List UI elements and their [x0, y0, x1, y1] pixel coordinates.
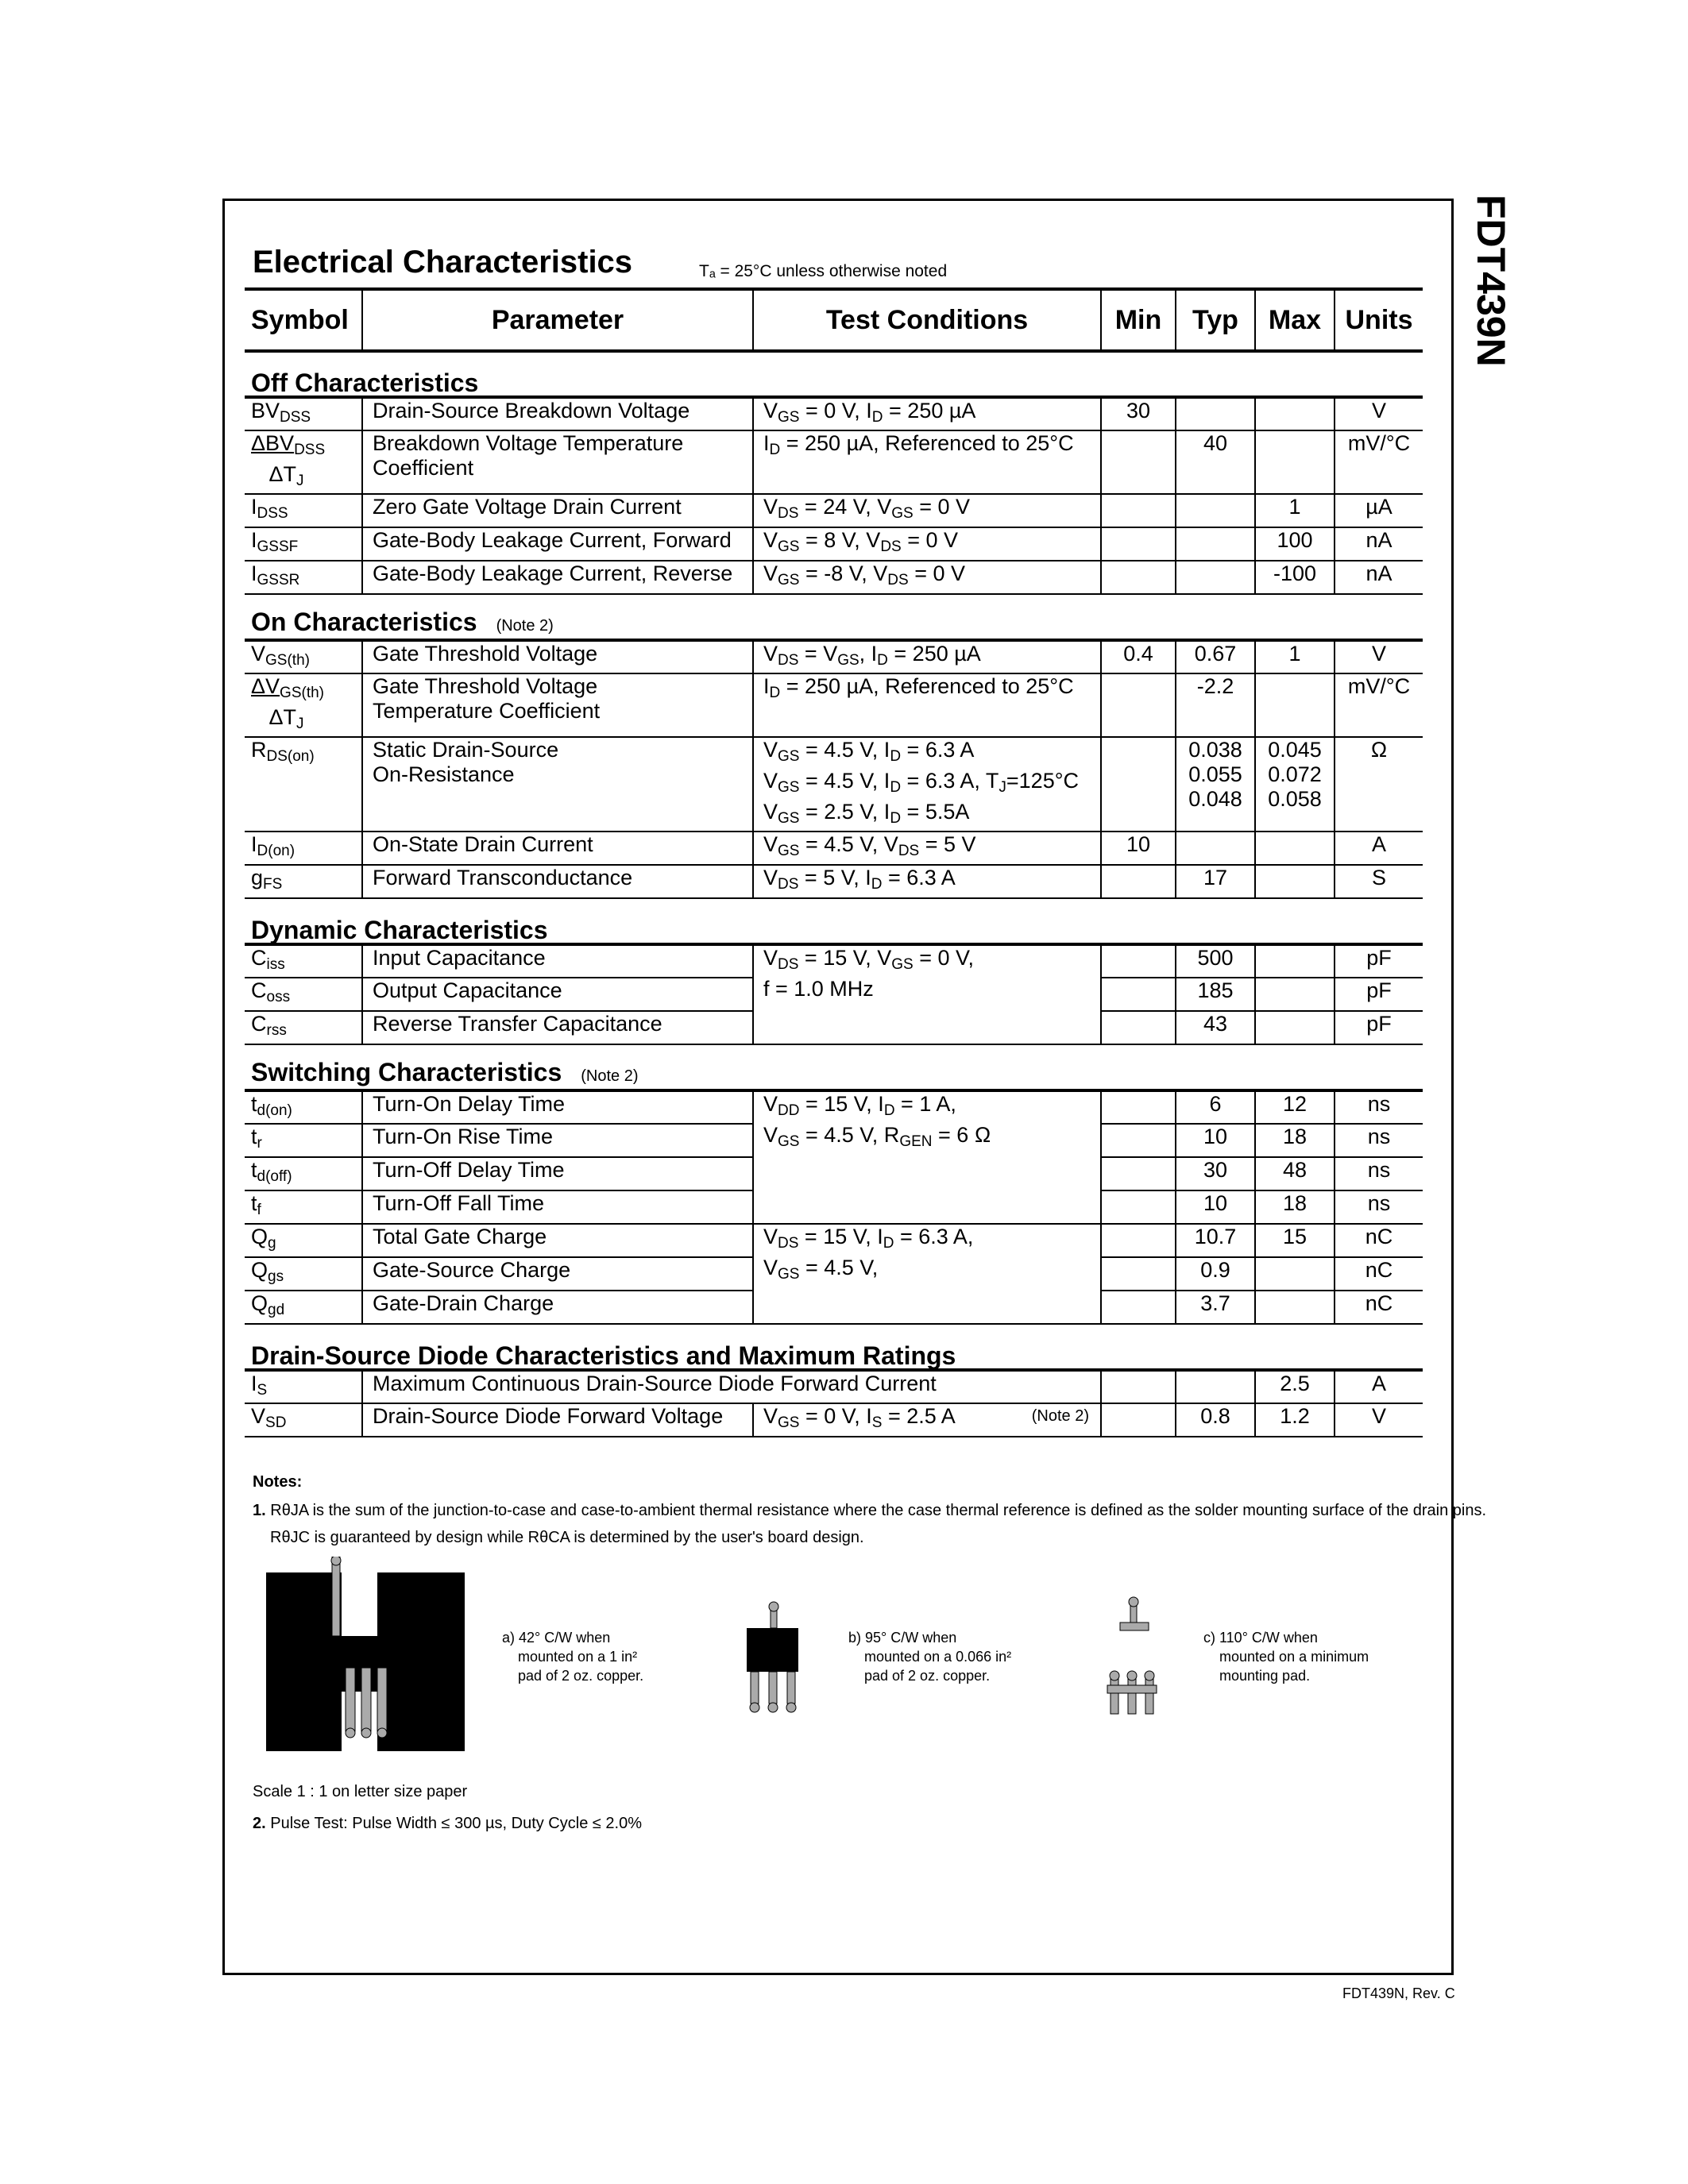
- parameter-cell: Reverse Transfer Capacitance: [362, 1011, 753, 1044]
- electrical-characteristics-table: [245, 287, 1423, 1437]
- side-title: FDT439N: [1469, 195, 1513, 367]
- symbol-cell: $Q_{gd}$: [245, 1291, 362, 1324]
- max-cell: [1255, 832, 1335, 865]
- units-cell: ns: [1335, 1124, 1423, 1157]
- max-cell: [1255, 1011, 1335, 1044]
- parameter-cell: Total Gate Charge: [362, 1224, 753, 1257]
- symbol-cell: $I_{GSSR}$: [245, 561, 362, 594]
- footer-revision: FDT439N, Rev. C: [1342, 1985, 1455, 2001]
- test-conditions-cell: $V_{GS} = 0$ V, $I_S = 2.5$ A (Note 2): [753, 1403, 1101, 1437]
- parameter-cell: Gate-Body Leakage Current, Reverse: [362, 561, 753, 594]
- parameter-cell: Input Capacitance: [362, 944, 753, 978]
- parameter-cell: Static Drain-Source On-Resistance: [362, 737, 753, 832]
- note-2: 2. Pulse Test: Pulse Width ≤ 300 µs, Duty Cycle ≤ 2.0%: [253, 1815, 642, 1832]
- symbol-cell: $Q_{gs}$: [245, 1257, 362, 1291]
- min-cell: 0.4: [1101, 640, 1176, 673]
- column-header: Symbol: [245, 289, 362, 351]
- symbol-cell: $t_{d(off)}$: [245, 1157, 362, 1190]
- spec-row-bvdss: [245, 397, 1423, 430]
- section-title: On Characteristics (Note 2): [245, 594, 1423, 640]
- test-conditions-cell: $V_{DD} = 15$ V, $I_D = 1$ A, $V_{GS} = 4.5$ V, $R_{GEN} = 6$ Ω: [753, 1090, 1101, 1224]
- symbol-cell: $I_{DSS}$: [245, 494, 362, 527]
- units-cell: mV/°C: [1335, 673, 1423, 737]
- units-cell: mV/°C: [1335, 430, 1423, 494]
- section-header: [245, 898, 1423, 944]
- test-conditions-cell: $V_{DS} = 15$ V, $V_{GS} = 0$ V, f = 1.0 MHz: [753, 944, 1101, 1044]
- parameter-cell: Drain-Source Diode Forward Voltage: [362, 1403, 753, 1437]
- test-conditions-cell: $I_D = 250$ µA, Referenced to 25°C: [753, 430, 1101, 494]
- spec-row-rdson: [245, 737, 1423, 832]
- units-cell: nA: [1335, 527, 1423, 561]
- max-cell: 12: [1255, 1090, 1335, 1124]
- parameter-cell: Gate-Drain Charge: [362, 1291, 753, 1324]
- section-header: [245, 594, 1423, 640]
- min-cell: [1101, 1124, 1176, 1157]
- notes-heading: Notes:: [253, 1473, 303, 1491]
- min-cell: [1101, 737, 1176, 832]
- units-cell: V: [1335, 640, 1423, 673]
- symbol-cell: $t_{d(on)}$: [245, 1090, 362, 1124]
- min-cell: [1101, 673, 1176, 737]
- symbol-cell: $\Delta V_{GS(th)}$ $\Delta T_J$: [245, 673, 362, 737]
- typ-cell: -2.2: [1176, 673, 1255, 737]
- parameter-cell: Breakdown Voltage Temperature Coefficient: [362, 430, 753, 494]
- spec-row-qg: [245, 1224, 1423, 1257]
- spec-row-ciss: [245, 944, 1423, 978]
- min-cell: [1101, 978, 1176, 1011]
- units-cell: ns: [1335, 1157, 1423, 1190]
- section-title: Drain-Source Diode Characteristics and Maximum Ratings: [245, 1324, 1423, 1370]
- max-cell: 1: [1255, 494, 1335, 527]
- spec-row-vsd: [245, 1403, 1423, 1437]
- test-conditions-cell: $V_{GS} = 8$ V, $V_{DS} = 0$ V: [753, 527, 1101, 561]
- column-header: Min: [1101, 289, 1176, 351]
- test-conditions-cell: $V_{GS} = 0$ V, $I_D = 250$ µA: [753, 397, 1101, 430]
- symbol-cell: $g_{FS}$: [245, 865, 362, 898]
- max-cell: [1255, 430, 1335, 494]
- symbol-cell: $V_{GS(th)}$: [245, 640, 362, 673]
- max-cell: 18: [1255, 1190, 1335, 1224]
- min-cell: [1101, 494, 1176, 527]
- figure-b-label: b) 95° C/W when mounted on a 0.066 in² pad of 2 oz. copper.: [848, 1630, 1012, 1684]
- max-cell: [1255, 1257, 1335, 1291]
- spec-row-tdon: [245, 1090, 1423, 1124]
- min-cell: [1101, 865, 1176, 898]
- units-cell: A: [1335, 1370, 1423, 1403]
- symbol-cell: $I_S$: [245, 1370, 362, 1403]
- typ-cell: [1176, 832, 1255, 865]
- section-header: [245, 1324, 1423, 1370]
- typ-cell: 10: [1176, 1124, 1255, 1157]
- typ-cell: 6: [1176, 1090, 1255, 1124]
- section-title: Electrical Characteristics: [253, 245, 633, 280]
- max-cell: 2.5: [1255, 1370, 1335, 1403]
- parameter-cell: Gate Threshold Voltage Temperature Coefficient: [362, 673, 753, 737]
- max-cell: 18: [1255, 1124, 1335, 1157]
- min-cell: [1101, 1291, 1176, 1324]
- typ-cell: 185: [1176, 978, 1255, 1011]
- symbol-cell: $V_{SD}$: [245, 1403, 362, 1437]
- min-cell: 10: [1101, 832, 1176, 865]
- units-cell: Ω: [1335, 737, 1423, 832]
- symbol-cell: $t_r$: [245, 1124, 362, 1157]
- units-cell: pF: [1335, 978, 1423, 1011]
- units-cell: A: [1335, 832, 1423, 865]
- units-cell: ns: [1335, 1190, 1423, 1224]
- parameter-cell: Gate Threshold Voltage: [362, 640, 753, 673]
- note-1: 1. RθJA is the sum of the junction-to-case and case-to-ambient thermal resistance where the case thermal reference is defined as the solder mounting surface of the drain pins.: [253, 1502, 1487, 1519]
- typ-cell: 10: [1176, 1190, 1255, 1224]
- min-cell: 30: [1101, 397, 1176, 430]
- typ-cell: 30: [1176, 1157, 1255, 1190]
- min-cell: [1101, 561, 1176, 594]
- max-cell: [1255, 397, 1335, 430]
- note-1-cont: RθJC is guaranteed by design while RθCA is determined by the user's board design.: [270, 1529, 864, 1546]
- min-cell: [1101, 1011, 1176, 1044]
- units-cell: nC: [1335, 1257, 1423, 1291]
- spec-row-dvgs: [245, 673, 1423, 737]
- test-conditions-cell: $V_{DS} = V_{GS}$, $I_D = 250$ µA: [753, 640, 1101, 673]
- parameter-cell: Drain-Source Breakdown Voltage: [362, 397, 753, 430]
- units-cell: pF: [1335, 1011, 1423, 1044]
- units-cell: µA: [1335, 494, 1423, 527]
- parameter-cell: Turn-On Rise Time: [362, 1124, 753, 1157]
- spec-row-igssr: [245, 561, 1423, 594]
- min-cell: [1101, 1370, 1176, 1403]
- symbol-cell: $C_{iss}$: [245, 944, 362, 978]
- max-cell: [1255, 673, 1335, 737]
- units-cell: pF: [1335, 944, 1423, 978]
- min-cell: [1101, 1257, 1176, 1291]
- max-cell: 1.2: [1255, 1403, 1335, 1437]
- figure-c-label: c) 110° C/W when mounted on a minimum mounting pad.: [1203, 1630, 1369, 1684]
- spec-row-idss: [245, 494, 1423, 527]
- units-cell: V: [1335, 1403, 1423, 1437]
- section-title: Switching Characteristics (Note 2): [245, 1044, 1423, 1090]
- units-cell: nC: [1335, 1224, 1423, 1257]
- test-conditions-cell: $V_{GS} = 4.5$ V, $V_{DS} = 5$ V: [753, 832, 1101, 865]
- symbol-cell: $C_{oss}$: [245, 978, 362, 1011]
- typ-cell: 0.67: [1176, 640, 1255, 673]
- symbol-cell: $I_{GSSF}$: [245, 527, 362, 561]
- spec-row-gfs: [245, 865, 1423, 898]
- parameter-cell: Maximum Continuous Drain-Source Diode Forward Current: [362, 1370, 1101, 1403]
- min-cell: [1101, 430, 1176, 494]
- min-cell: [1101, 1224, 1176, 1257]
- spec-row-igssf: [245, 527, 1423, 561]
- spec-row-is: [245, 1370, 1423, 1403]
- min-cell: [1101, 527, 1176, 561]
- footprint-minimum-pad: [1104, 1596, 1168, 1723]
- section-title: Off Characteristics: [245, 351, 1423, 397]
- max-cell: [1255, 944, 1335, 978]
- figure-a-label: a) 42° C/W when mounted on a 1 in² pad of 2 oz. copper.: [502, 1630, 644, 1684]
- parameter-cell: Zero Gate Voltage Drain Current: [362, 494, 753, 527]
- typ-cell: 0.9: [1176, 1257, 1255, 1291]
- symbol-cell: $R_{DS(on)}$: [245, 737, 362, 832]
- column-header: Max: [1255, 289, 1335, 351]
- parameter-cell: Output Capacitance: [362, 978, 753, 1011]
- max-cell: 1: [1255, 640, 1335, 673]
- typ-cell: 10.7: [1176, 1224, 1255, 1257]
- typ-cell: [1176, 527, 1255, 561]
- parameter-cell: On-State Drain Current: [362, 832, 753, 865]
- symbol-cell: $BV_{DSS}$: [245, 397, 362, 430]
- parameter-cell: Forward Transconductance: [362, 865, 753, 898]
- section-header: [245, 1044, 1423, 1090]
- min-cell: [1101, 944, 1176, 978]
- typ-cell: 0.038 0.055 0.048: [1176, 737, 1255, 832]
- symbol-cell: $Q_g$: [245, 1224, 362, 1257]
- min-cell: [1101, 1157, 1176, 1190]
- parameter-cell: Turn-Off Fall Time: [362, 1190, 753, 1224]
- symbol-cell: $C_{rss}$: [245, 1011, 362, 1044]
- section-header: [245, 351, 1423, 397]
- max-cell: -100: [1255, 561, 1335, 594]
- column-header: Test Conditions: [753, 289, 1101, 351]
- test-conditions-cell: $V_{DS} = 5$ V, $I_D = 6.3$ A: [753, 865, 1101, 898]
- spec-row-dbv: [245, 430, 1423, 494]
- max-cell: [1255, 865, 1335, 898]
- parameter-cell: Gate-Body Leakage Current, Forward: [362, 527, 753, 561]
- column-header: Typ: [1176, 289, 1255, 351]
- test-conditions-cell: $V_{GS} = -8$ V, $V_{DS} = 0$ V: [753, 561, 1101, 594]
- typ-cell: [1176, 561, 1255, 594]
- max-cell: 0.045 0.072 0.058: [1255, 737, 1335, 832]
- typ-cell: [1176, 397, 1255, 430]
- typ-cell: 43: [1176, 1011, 1255, 1044]
- typ-cell: 17: [1176, 865, 1255, 898]
- test-conditions-cell: $V_{DS} = 15$ V, $I_D = 6.3$ A, $V_{GS} = 4.5$ V,: [753, 1224, 1101, 1324]
- typ-cell: [1176, 1370, 1255, 1403]
- typ-cell: 0.8: [1176, 1403, 1255, 1437]
- column-header: Parameter: [362, 289, 753, 351]
- max-cell: [1255, 978, 1335, 1011]
- max-cell: 100: [1255, 527, 1335, 561]
- typ-cell: [1176, 494, 1255, 527]
- parameter-cell: Turn-On Delay Time: [362, 1090, 753, 1124]
- header-note: Tₐ = 25°C unless otherwise noted: [699, 262, 948, 280]
- units-cell: V: [1335, 397, 1423, 430]
- spec-row-vgsth: [245, 640, 1423, 673]
- column-header: Units: [1335, 289, 1423, 351]
- typ-cell: 40: [1176, 430, 1255, 494]
- min-cell: [1101, 1190, 1176, 1224]
- min-cell: [1101, 1090, 1176, 1124]
- test-conditions-cell: $V_{GS} = 4.5$ V, $I_D = 6.3$ A $V_{GS} = 4.5$ V, $I_D = 6.3$ A, $T_J=125^\circ C$ $V_{GS} = 2.5$ V, $I_D = 5.5A$: [753, 737, 1101, 832]
- test-conditions-cell: $I_D = 250$ µA, Referenced to 25°C: [753, 673, 1101, 737]
- max-cell: 48: [1255, 1157, 1335, 1190]
- footprint-0066in2-pad: [743, 1600, 806, 1719]
- parameter-cell: Gate-Source Charge: [362, 1257, 753, 1291]
- parameter-cell: Turn-Off Delay Time: [362, 1157, 753, 1190]
- max-cell: 15: [1255, 1224, 1335, 1257]
- scale-note: Scale 1 : 1 on letter size paper: [253, 1783, 468, 1800]
- max-cell: [1255, 1291, 1335, 1324]
- min-cell: [1101, 1403, 1176, 1437]
- units-cell: nA: [1335, 561, 1423, 594]
- typ-cell: 500: [1176, 944, 1255, 978]
- section-title: Dynamic Characteristics: [245, 898, 1423, 944]
- footprint-1in2-pad: [254, 1557, 492, 1755]
- units-cell: nC: [1335, 1291, 1423, 1324]
- units-cell: S: [1335, 865, 1423, 898]
- symbol-cell: $I_{D(on)}$: [245, 832, 362, 865]
- table-header-row: [245, 289, 1423, 351]
- spec-row-idon: [245, 832, 1423, 865]
- symbol-cell: $\Delta BV_{DSS}$ $\Delta T_J$: [245, 430, 362, 494]
- test-conditions-cell: $V_{DS} = 24$ V, $V_{GS} = 0$ V: [753, 494, 1101, 527]
- units-cell: ns: [1335, 1090, 1423, 1124]
- typ-cell: 3.7: [1176, 1291, 1255, 1324]
- symbol-cell: $t_f$: [245, 1190, 362, 1224]
